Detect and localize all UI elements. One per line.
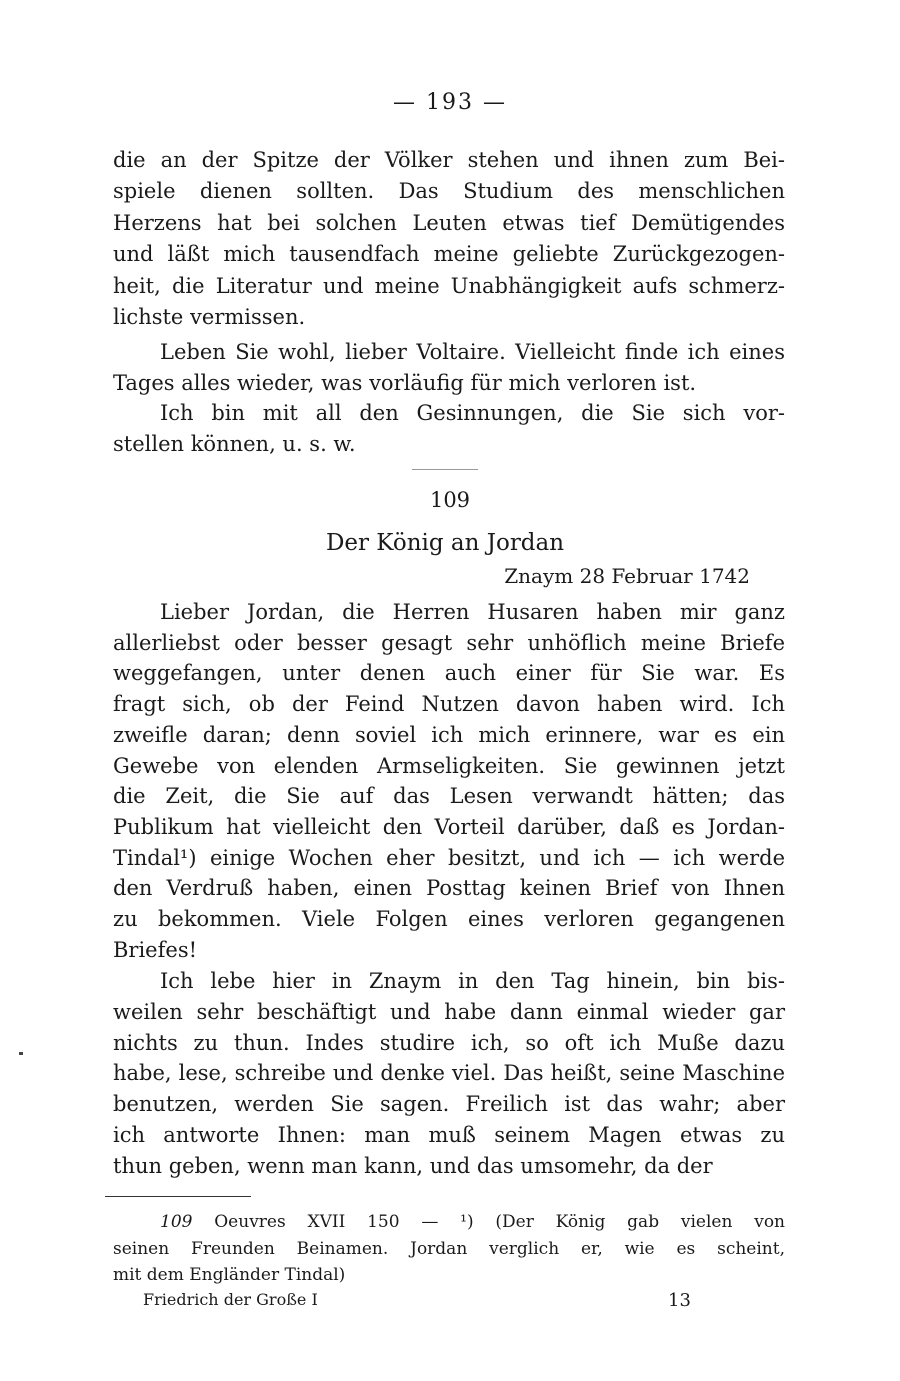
letter-number: 109 — [429, 488, 471, 512]
text-line: Gewebe von elenden Armseligkeiten. Sie gewinnen jetzt — [113, 753, 785, 778]
text-line: den Verdruß haben, einen Posttag keinen Brief von Ihnen — [113, 876, 785, 901]
text-line: Tages alles wieder, was vorläufig für mich verloren ist. — [113, 371, 697, 395]
print-speck — [19, 1052, 23, 1055]
text-line: weilen sehr beschäftigt und habe dann einmal wieder gar — [113, 999, 785, 1024]
footnote-text: Oeuvres XVII 150 — ¹) (Der König gab vielen von — [214, 1212, 785, 1232]
footnote-line: mit dem Engländer Tindal) — [113, 1265, 346, 1285]
text-line: Publikum hat vielleicht den Vorteil darüber, daß es Jordan- — [113, 814, 785, 839]
text-line: heit, die Literatur und meine Unabhängigkeit aufs schmerz- — [113, 273, 785, 298]
text-line: und läßt mich tausendfach meine geliebte Zurückgezogen- — [113, 242, 785, 267]
section-divider — [412, 469, 478, 470]
footnote-line: seinen Freunden Beinamen. Jordan verglich er, wie es scheint, — [113, 1238, 785, 1259]
text-line: zu bekommen. Viele Folgen eines verloren gegangenen — [113, 907, 785, 931]
footnote-ref: 109 — [160, 1212, 193, 1232]
text-line: Tindal¹) einige Wochen eher besitzt, und ich — ich werde — [113, 845, 785, 870]
text-line: die an der Spitze der Völker stehen und ihnen zum Bei- — [113, 148, 785, 172]
letter-date: Znaym 28 Februar 1742 — [504, 564, 750, 588]
text-line: thun geben, wenn man kann, und das umsomehr, da der — [113, 1153, 713, 1178]
footnote-rule — [105, 1196, 251, 1197]
text-line: zweifle daran; denn soviel ich mich erinnere, war es ein — [113, 722, 785, 747]
text-line: Ich bin mit all den Gesinnungen, die Sie sich vor- — [160, 401, 785, 425]
letter-title: Der König an Jordan — [325, 530, 565, 556]
text-line: die Zeit, die Sie auf das Lesen verwandt hätten; das — [113, 784, 785, 809]
text-line: Lieber Jordan, die Herren Husaren haben mir ganz — [160, 600, 785, 624]
text-line: ich antworte Ihnen: man muß seinem Magen etwas zu — [113, 1123, 785, 1147]
text-line: nichts zu thun. Indes studire ich, so oft ich Muße dazu — [113, 1030, 785, 1055]
text-line: Ich lebe hier in Znaym in den Tag hinein, bin bis- — [160, 969, 785, 993]
text-line: Briefes! — [113, 937, 198, 962]
text-line: spiele dienen sollten. Das Studium des menschlichen — [113, 179, 785, 204]
text-line: stellen können, u. s. w. — [113, 431, 356, 456]
footer-sheet-number: 13 — [668, 1290, 691, 1311]
footnote-line — [160, 1210, 785, 1234]
text-line: lichste vermissen. — [113, 305, 306, 329]
footer-signature: Friedrich der Große I — [143, 1290, 318, 1309]
text-line: habe, lese, schreibe und denke viel. Das heißt, seine Maschine — [113, 1061, 785, 1086]
text-line: allerliebst oder besser gesagt sehr unhöflich meine Briefe — [113, 630, 785, 655]
text-line: Leben Sie wohl, lieber Voltaire. Vielleicht finde ich eines — [160, 340, 785, 364]
text-line: Herzens hat bei solchen Leuten etwas tief Demütigendes — [113, 210, 785, 235]
text-line: weggefangen, unter denen auch einer für Sie war. Es — [113, 661, 785, 686]
text-line: benutzen, werden Sie sagen. Freilich ist das wahr; aber — [113, 1092, 785, 1117]
page-number: — 193 — — [393, 90, 507, 115]
text-line: fragt sich, ob der Feind Nutzen davon haben wird. Ich — [113, 692, 785, 717]
